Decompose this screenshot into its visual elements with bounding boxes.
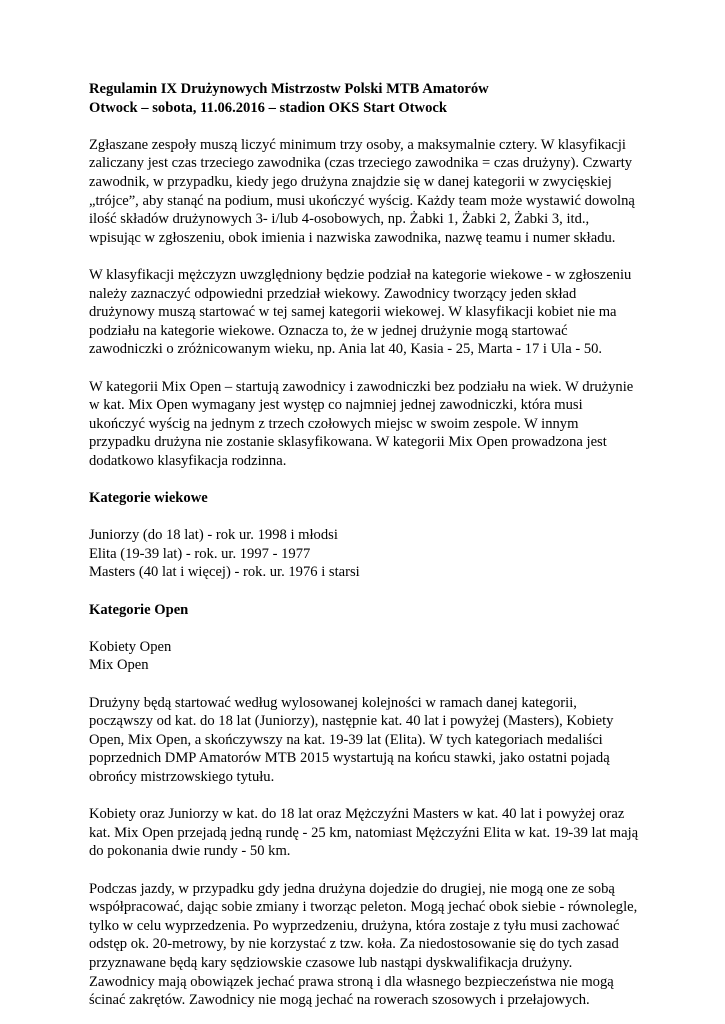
text-line: przyznawane będą kary sędziowskie czasowe lub nastąpi dyskwalifikacja drużyny. bbox=[89, 954, 573, 971]
text-line: współpracować, dając sobie zmiany i tworząc peleton. Mogą jechać obok siebie - równolegle, bbox=[89, 899, 638, 916]
text-line: zawodnik, w przypadku, kiedy jego drużyna znajdzie się w danej kategorii w zwycięskiej bbox=[89, 173, 612, 190]
text-line: ścinać zakrętów. Zawodnicy nie mogą jechać na rowerach szosowych i przełajowych. bbox=[89, 992, 590, 1009]
paragraph-start-order bbox=[89, 694, 649, 787]
text-line: W kategorii Mix Open – startują zawodnicy i zawodniczki bez podziału na wiek. W drużynie bbox=[89, 378, 634, 395]
text-line: do pokonania dwie rundy - 50 km. bbox=[89, 843, 291, 860]
text-line: Drużyny będą startować według wylosowanej kolejności w ramach danej kategorii, bbox=[89, 694, 577, 711]
heading-age-categories: Kategorie wiekowe bbox=[89, 490, 208, 507]
text-line: odstęp ok. 20-metrowy, by nie korzystać z tzw. koła. Za niedostosowanie się do tych zasad bbox=[89, 936, 619, 953]
list-item: Juniorzy (do 18 lat) - rok ur. 1998 i młodsi bbox=[89, 527, 338, 544]
text-line: poprzednich DMP Amatorów MTB 2015 wystartują na końcu stawki, jako ostatni pojadą bbox=[89, 750, 610, 767]
text-line: należy zaznaczyć odpowiedni przedział wiekowy. Zawodnicy tworzący jeden skład bbox=[89, 285, 577, 302]
list-item: Mix Open bbox=[89, 657, 149, 674]
text-line: obrońcy mistrzowskiego tytułu. bbox=[89, 768, 275, 785]
text-line: począwszy od kat. do 18 lat (Juniorzy), następnie kat. 40 lat i powyżej (Masters), Kobiety bbox=[89, 713, 614, 730]
text-line: tylko w celu wyprzedzenia. Po wyprzedzeniu, drużyna, która zostaje z tyłu musi zachować bbox=[89, 917, 620, 934]
text-line: kat. Mix Open przejadą jedną rundę - 25 km, natomiast Mężczyźni Elita w kat. 19-39 lat mają bbox=[89, 824, 639, 841]
document-content bbox=[89, 80, 649, 1010]
text-line: „trójce”, aby stanąć na podium, musi ukończyć wyścig. Każdy team może wystawić dowolną bbox=[89, 192, 635, 209]
text-line: dodatkowo klasyfikacja rodzinna. bbox=[89, 452, 287, 469]
list-open-categories bbox=[89, 638, 649, 675]
list-item: Kobiety Open bbox=[89, 638, 172, 655]
text-line: Kobiety oraz Juniorzy w kat. do 18 lat oraz Mężczyźni Masters w kat. 40 lat i powyżej oraz bbox=[89, 806, 625, 823]
list-item: Elita (19-39 lat) - rok. ur. 1997 - 1977 bbox=[89, 545, 311, 562]
paragraph-team-composition bbox=[89, 136, 649, 248]
heading-open-categories: Kategorie Open bbox=[89, 601, 189, 618]
list-item: Masters (40 lat i więcej) - rok. ur. 1976 i starsi bbox=[89, 564, 360, 581]
paragraph-age-classification bbox=[89, 266, 649, 359]
paragraph-mix-open bbox=[89, 378, 649, 471]
text-line: ukończyć wyścig na jednym z trzech czołowych miejsc w swoim zespole. W innym bbox=[89, 415, 579, 432]
text-line: W klasyfikacji mężczyzn uwzględniony będzie podział na kategorie wiekowe - w zgłoszeniu bbox=[89, 266, 632, 283]
text-line: w kat. Mix Open wymagany jest występ co najmniej jednej zawodniczki, która musi bbox=[89, 397, 583, 414]
text-line: zaliczany jest czas trzeciego zawodnika (czas trzeciego zawodnika = czas drużyny). Czwarty bbox=[89, 155, 633, 172]
paragraph-distances bbox=[89, 805, 649, 861]
text-line: Zawodnicy mają obowiązek jechać prawa stroną i dla własnego bezpieczeństwa nie mogą bbox=[89, 973, 614, 990]
text-line: przypadku drużyna nie zostanie sklasyfikowana. W kategorii Mix Open prowadzona jest bbox=[89, 434, 607, 451]
text-line: zawodniczki o zróżnicowanym wieku, np. Ania lat 40, Kasia - 25, Marta - 17 i Ula - 50. bbox=[89, 341, 603, 358]
text-line: drużynowy muszą startować w tej samej kategorii wiekowej. W klasyfikacji kobiet nie ma bbox=[89, 304, 617, 321]
text-line: wpisując w zgłoszeniu, obok imienia i nazwiska zawodnika, nazwę teamu i numer składu. bbox=[89, 229, 616, 246]
title-line-2: Otwock – sobota, 11.06.2016 – stadion OKS Start Otwock bbox=[89, 99, 447, 116]
text-line: podziału na kategorie wiekowe. Oznacza to, że w jednej drużynie mogą startować bbox=[89, 322, 568, 339]
list-age-categories bbox=[89, 526, 649, 582]
paragraph-race-rules bbox=[89, 880, 649, 1010]
text-line: Podczas jazdy, w przypadku gdy jedna drużyna dojedzie do drugiej, nie mogą one ze sobą bbox=[89, 880, 615, 897]
text-line: Open, Mix Open, a skończywszy na kat. 19-39 lat (Elita). W tych kategoriach medaliści bbox=[89, 731, 603, 748]
title-line-1: Regulamin IX Drużynowych Mistrzostw Polski MTB Amatorów bbox=[89, 81, 489, 97]
text-line: ilość składów drużynowych 3- i/lub 4-osobowych, np. Żabki 1, Żabki 2, Żabki 3, itd., bbox=[89, 211, 590, 228]
text-line: Zgłaszane zespoły muszą liczyć minimum trzy osoby, a maksymalnie cztery. W klasyfikacji bbox=[89, 136, 626, 153]
